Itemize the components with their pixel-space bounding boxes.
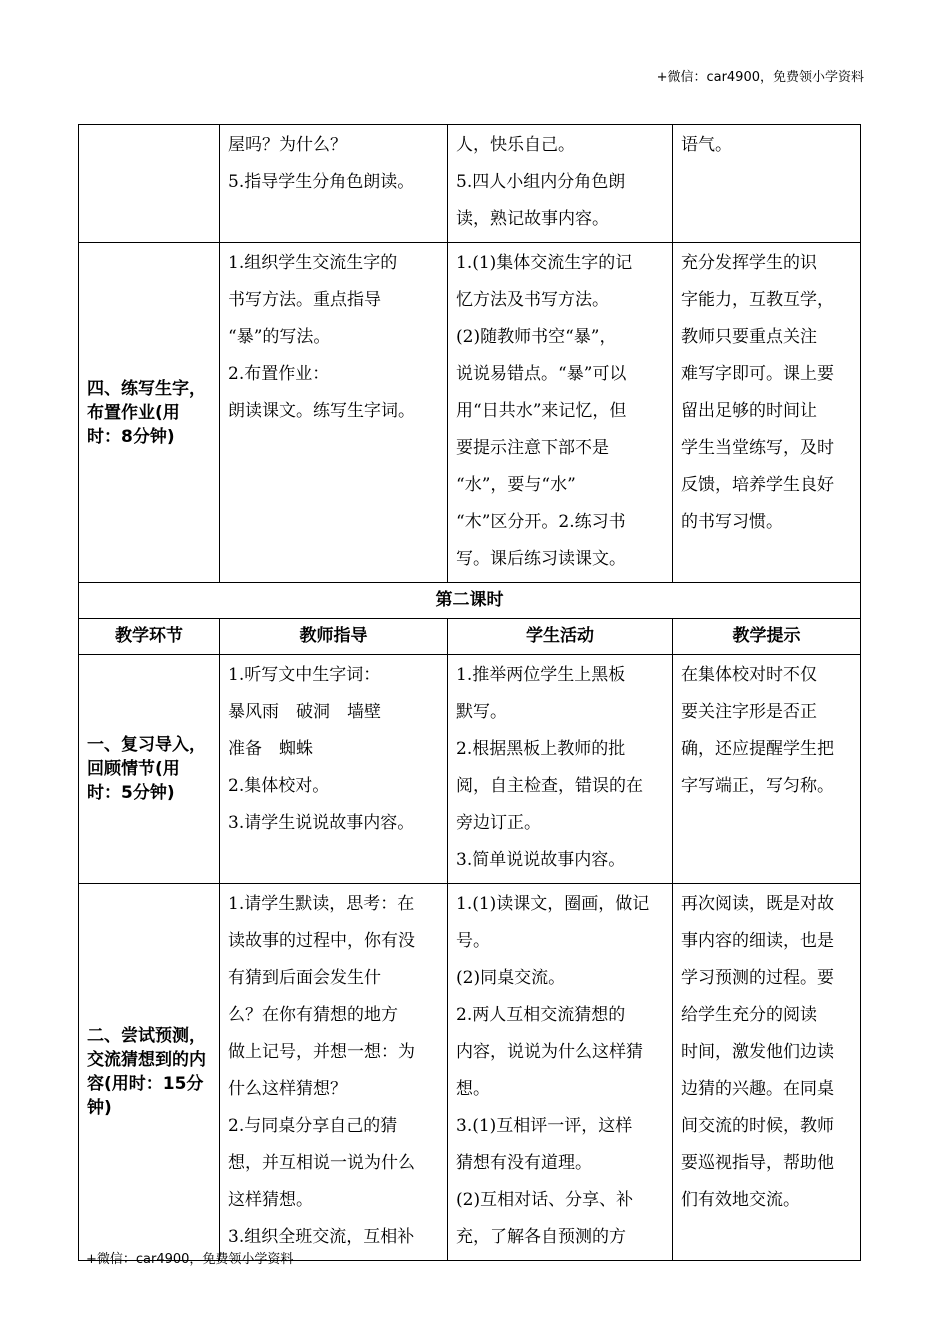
text-line: 读故事的过程中，你有没 xyxy=(228,931,415,951)
text-line: 想，并互相说一说为什么 xyxy=(228,1153,415,1173)
table-row-stage-2 xyxy=(79,884,861,1261)
text-line: 暴风雨 破洞 墙壁 xyxy=(228,702,381,722)
tip-cell xyxy=(673,655,861,884)
text-line: 2.两人互相交流猜想的 xyxy=(456,1005,626,1025)
text-line: 在集体校对时不仅 xyxy=(681,665,817,685)
text-line: 1.推举两位学生上黑板 xyxy=(456,665,626,685)
text-line: 要关注字形是否正 xyxy=(681,702,817,722)
text-line: 写。课后练习读课文。 xyxy=(456,549,626,569)
student-cell xyxy=(448,884,673,1261)
table-row-continued xyxy=(79,125,861,243)
teacher-cell xyxy=(220,125,448,243)
text-line: 忆方法及书写方法。 xyxy=(456,290,609,310)
text-line: 朗读课文。练写生字词。 xyxy=(228,401,415,421)
student-cell xyxy=(448,655,673,884)
text-line: 字写端正，写匀称。 xyxy=(681,776,834,796)
text-line: 什么这样猜想？ xyxy=(228,1079,347,1099)
text-line: 旁边订正。 xyxy=(456,813,541,833)
text-line: 么？在你有猜想的地方 xyxy=(228,1005,398,1025)
text-line: 事内容的细读，也是 xyxy=(681,931,834,951)
text-line: 要巡视指导，帮助他 xyxy=(681,1153,834,1173)
text-line: (2)互相对话、分享、补 xyxy=(456,1190,634,1210)
text-line: 2.与同桌分享自己的猜 xyxy=(228,1116,398,1136)
student-cell xyxy=(448,243,673,583)
section-title: 第二课时 xyxy=(79,583,861,619)
section-title-row xyxy=(79,583,861,619)
text-line: 1.请学生默读，思考：在 xyxy=(228,894,415,914)
text-line: 1.组织学生交流生字的 xyxy=(228,253,398,273)
text-line: 间交流的时候，教师 xyxy=(681,1116,834,1136)
text-line: 用“日共水”来记忆，但 xyxy=(456,401,627,421)
column-header-row xyxy=(79,619,861,655)
text-line: 想。 xyxy=(456,1079,490,1099)
text-line: 2.集体校对。 xyxy=(228,776,330,796)
text-line: 1.听写文中生字词： xyxy=(228,665,381,685)
column-header-stage: 教学环节 xyxy=(79,619,220,655)
text-line: 猜想有没有道理。 xyxy=(456,1153,592,1173)
text-line: (2)随教师书空“暴”， xyxy=(456,327,617,347)
text-line: 确，还应提醒学生把 xyxy=(681,739,834,759)
header-note: +微信：car4900，免费领小学资料 xyxy=(656,70,864,85)
text-line: 字能力，互教互学， xyxy=(681,290,834,310)
text-line: 准备 蜘蛛 xyxy=(228,739,313,759)
tip-cell xyxy=(673,243,861,583)
text-line: 5.指导学生分角色朗读。 xyxy=(228,172,415,192)
text-line: 边猜的兴趣。在同桌 xyxy=(681,1079,834,1099)
text-line: 默写。 xyxy=(456,702,507,722)
text-line: 读，熟记故事内容。 xyxy=(456,209,609,229)
text-line: 语气。 xyxy=(681,135,732,155)
teacher-cell xyxy=(220,655,448,884)
stage-cell: 二、尝试预测，交流猜想到的内容(用时：15分钟) xyxy=(79,884,220,1261)
text-line: 屋吗？为什么？ xyxy=(228,135,347,155)
text-line: 们有效地交流。 xyxy=(681,1190,800,1210)
text-line: 5.四人小组内分角色朗 xyxy=(456,172,626,192)
footer-note: +微信：car4900，免费领小学资料 xyxy=(86,1252,294,1267)
tip-cell xyxy=(673,884,861,1261)
text-line: 难写字即可。课上要 xyxy=(681,364,834,384)
text-line: “水”，要与“水” xyxy=(456,475,576,495)
column-header-tip: 教学提示 xyxy=(673,619,861,655)
text-line: 3.请学生说说故事内容。 xyxy=(228,813,415,833)
stage-cell: 一、复习导入，回顾情节(用时：5分钟) xyxy=(79,655,220,884)
table-row-stage-1 xyxy=(79,655,861,884)
text-line: 人，快乐自己。 xyxy=(456,135,575,155)
stage-cell-continued xyxy=(79,125,220,243)
student-cell xyxy=(448,125,673,243)
text-line: 的书写习惯。 xyxy=(681,512,783,532)
text-line: 充，了解各自预测的方 xyxy=(456,1227,626,1247)
lesson-plan-table xyxy=(78,124,861,1261)
table-row-stage-4 xyxy=(79,243,861,583)
tip-cell xyxy=(673,125,861,243)
text-line: 学习预测的过程。要 xyxy=(681,968,834,988)
stage-cell: 四、练写生字，布置作业(用时：8分钟) xyxy=(79,243,220,583)
text-line: 留出足够的时间让 xyxy=(681,401,817,421)
text-line: 有猜到后面会发生什 xyxy=(228,968,381,988)
text-line: “暴”的写法。 xyxy=(228,327,331,347)
column-header-student: 学生活动 xyxy=(448,619,673,655)
text-line: 再次阅读，既是对故 xyxy=(681,894,834,914)
text-line: 要提示注意下部不是 xyxy=(456,438,609,458)
text-line: 3.组织全班交流，互相补 xyxy=(228,1227,415,1247)
text-line: 反馈，培养学生良好 xyxy=(681,475,834,495)
text-line: 3.(1)互相评一评，这样 xyxy=(456,1116,633,1136)
text-line: 给学生充分的阅读 xyxy=(681,1005,817,1025)
text-line: 1.(1)集体交流生字的记 xyxy=(456,253,633,273)
text-line: 说说易错点。“暴”可以 xyxy=(456,364,627,384)
text-line: 这样猜想。 xyxy=(228,1190,313,1210)
text-line: 做上记号，并想一想：为 xyxy=(228,1042,415,1062)
text-line: 时间，激发他们边读 xyxy=(681,1042,834,1062)
teacher-cell xyxy=(220,884,448,1261)
text-line: 书写方法。重点指导 xyxy=(228,290,381,310)
text-line: 充分发挥学生的识 xyxy=(681,253,817,273)
text-line: (2)同桌交流。 xyxy=(456,968,566,988)
text-line: 1.(1)读课文，圈画，做记 xyxy=(456,894,650,914)
text-line: 号。 xyxy=(456,931,490,951)
text-line: 内容，说说为什么这样猜 xyxy=(456,1042,643,1062)
text-line: 3.简单说说故事内容。 xyxy=(456,850,626,870)
text-line: 教师只要重点关注 xyxy=(681,327,817,347)
text-line: 2.布置作业： xyxy=(228,364,330,384)
text-line: 2.根据黑板上教师的批 xyxy=(456,739,626,759)
text-line: 阅，自主检查，错误的在 xyxy=(456,776,643,796)
text-line: 学生当堂练写，及时 xyxy=(681,438,834,458)
column-header-teacher: 教师指导 xyxy=(220,619,448,655)
text-line: “木”区分开。2.练习书 xyxy=(456,512,626,532)
teacher-cell xyxy=(220,243,448,583)
